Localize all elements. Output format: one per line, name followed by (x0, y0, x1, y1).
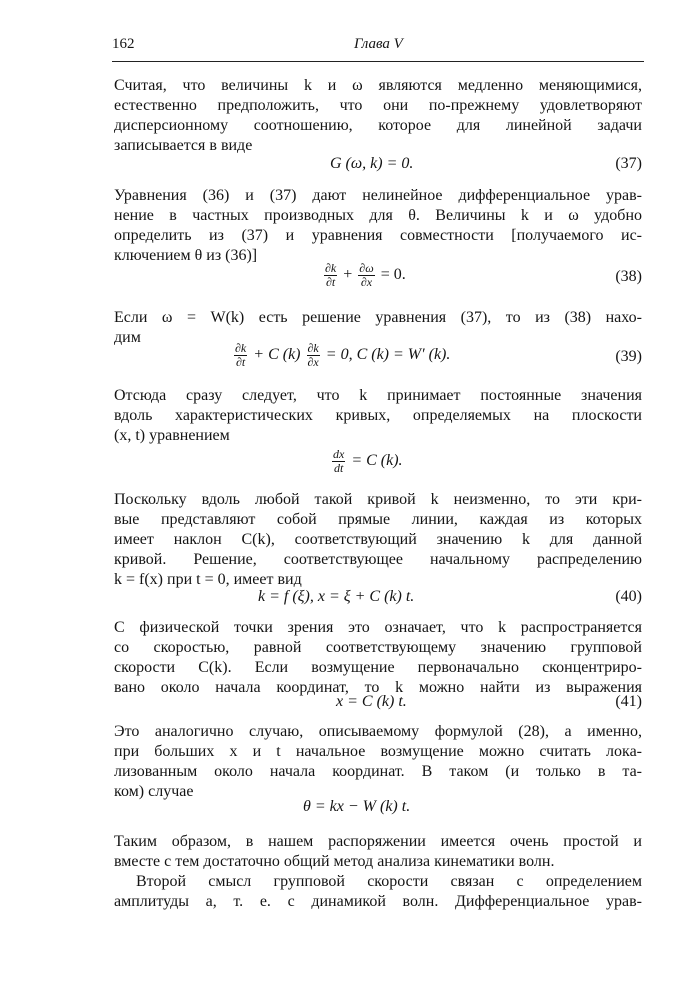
text-line: записывается в виде (114, 137, 253, 154)
equation-39: $\frac{\partial k}{\partial t}$ + C (k) $\frac{\partial k}{\partial x}$ = 0, C (k) = W′ (k). (235, 341, 451, 369)
equation-38: $\frac{\partial k}{\partial t}$ + $\frac{\partial\omega}{\partial x}$ = 0. (325, 261, 406, 289)
equation-number-37: (37) (615, 155, 642, 172)
equation-40: k = f (ξ), x = ξ + C (k) t. (258, 588, 415, 605)
text-line: ключением θ из (36)] (114, 247, 258, 264)
text-line: Таким образом, в нашем распоряжении имеется очень простой и (114, 833, 642, 850)
text-line: при больших x и t начальное возмущение можно считать лока- (114, 743, 642, 760)
chapter-title: Глава V (354, 36, 403, 52)
text-line: Считая, что величины k и ω являются медленно меняющимися, (114, 77, 642, 94)
text-line: нение в частных производных для θ. Величины k и ω удобно (114, 207, 643, 224)
fraction: $\frac{\partial k}{\partial t}$ (325, 261, 337, 289)
text-line: вано около начала координат, то k можно найти из выражения (114, 679, 642, 696)
text-line: Второй смысл групповой скорости связан с определением (136, 873, 642, 890)
equation-number-41: (41) (615, 693, 642, 710)
equation-theta: θ = kx − W (k) t. (303, 798, 411, 815)
text-line: вместе с тем достаточно общий метод анализа кинематики волн. (114, 853, 555, 870)
equation-number-40: (40) (615, 588, 642, 605)
equation-37: G (ω, k) = 0. (330, 155, 414, 172)
text-line: дисперсионному соотношению, которое для линейной задачи (114, 117, 642, 134)
fraction: $\frac{\partial\omega}{\partial x}$ (359, 261, 374, 289)
text-line: Отсюда сразу следует, что k принимает постоянные значения (114, 387, 642, 404)
equation-number-38: (38) (615, 268, 642, 285)
text-line: амплитуды a, т. е. с динамикой волн. Дифференциальное урав- (114, 893, 642, 910)
text-line: вдоль характеристических кривых, определяемых на плоскости (114, 407, 642, 424)
text-line: скорости C(k). Если возмущение первоначально сконцентриро- (114, 659, 642, 676)
text-line: дим (114, 329, 141, 346)
text-line: кривой. Решение, соответствующее начальному распределению (114, 551, 642, 568)
text-line: Уравнения (36) и (37) дают нелинейное дифференциальное урав- (114, 187, 642, 204)
text-line: (x, t) уравнением (114, 427, 230, 444)
equation-dx-dt: $\frac{dx}{dt}$ = C (k). (333, 447, 403, 475)
equation-41: x = C (k) t. (336, 693, 407, 710)
text-line: естественно предположить, что они по-прежнему удовлетворяют (114, 97, 642, 114)
text-line: Это аналогично случаю, описываемому формулой (28), а именно, (114, 723, 642, 740)
text-line: Если ω = W(k) есть решение уравнения (37), то из (38) нахо- (114, 309, 642, 326)
equation-number-39: (39) (615, 348, 642, 365)
text-line: Поскольку вдоль любой такой кривой k неизменно, то эти кри- (114, 491, 642, 508)
text-line: k = f(x) при t = 0, имеет вид (114, 571, 302, 588)
fraction: $\frac{\partial k}{\partial x}$ (307, 341, 319, 369)
header-rule (112, 61, 644, 62)
fraction: $\frac{\partial k}{\partial t}$ (235, 341, 247, 369)
text-line: вые представляют собой прямые линии, каждая из которых (114, 511, 642, 528)
text-line: определить из (37) и уравнения совместности [получаемого ис- (114, 227, 642, 244)
text-line: имеет наклон C(k), соответствующий значению k для данной (114, 531, 642, 548)
text-line: ком) случае (114, 783, 194, 800)
fraction: $\frac{dx}{dt}$ (333, 447, 345, 475)
text-line: лизованным около начала координат. В таком (и только в та- (114, 763, 642, 780)
text-line: со скоростью, равной соответствующему значению групповой (114, 639, 642, 656)
text-line: С физической точки зрения это означает, что k распространяется (114, 619, 642, 636)
page-number: 162 (112, 36, 135, 52)
